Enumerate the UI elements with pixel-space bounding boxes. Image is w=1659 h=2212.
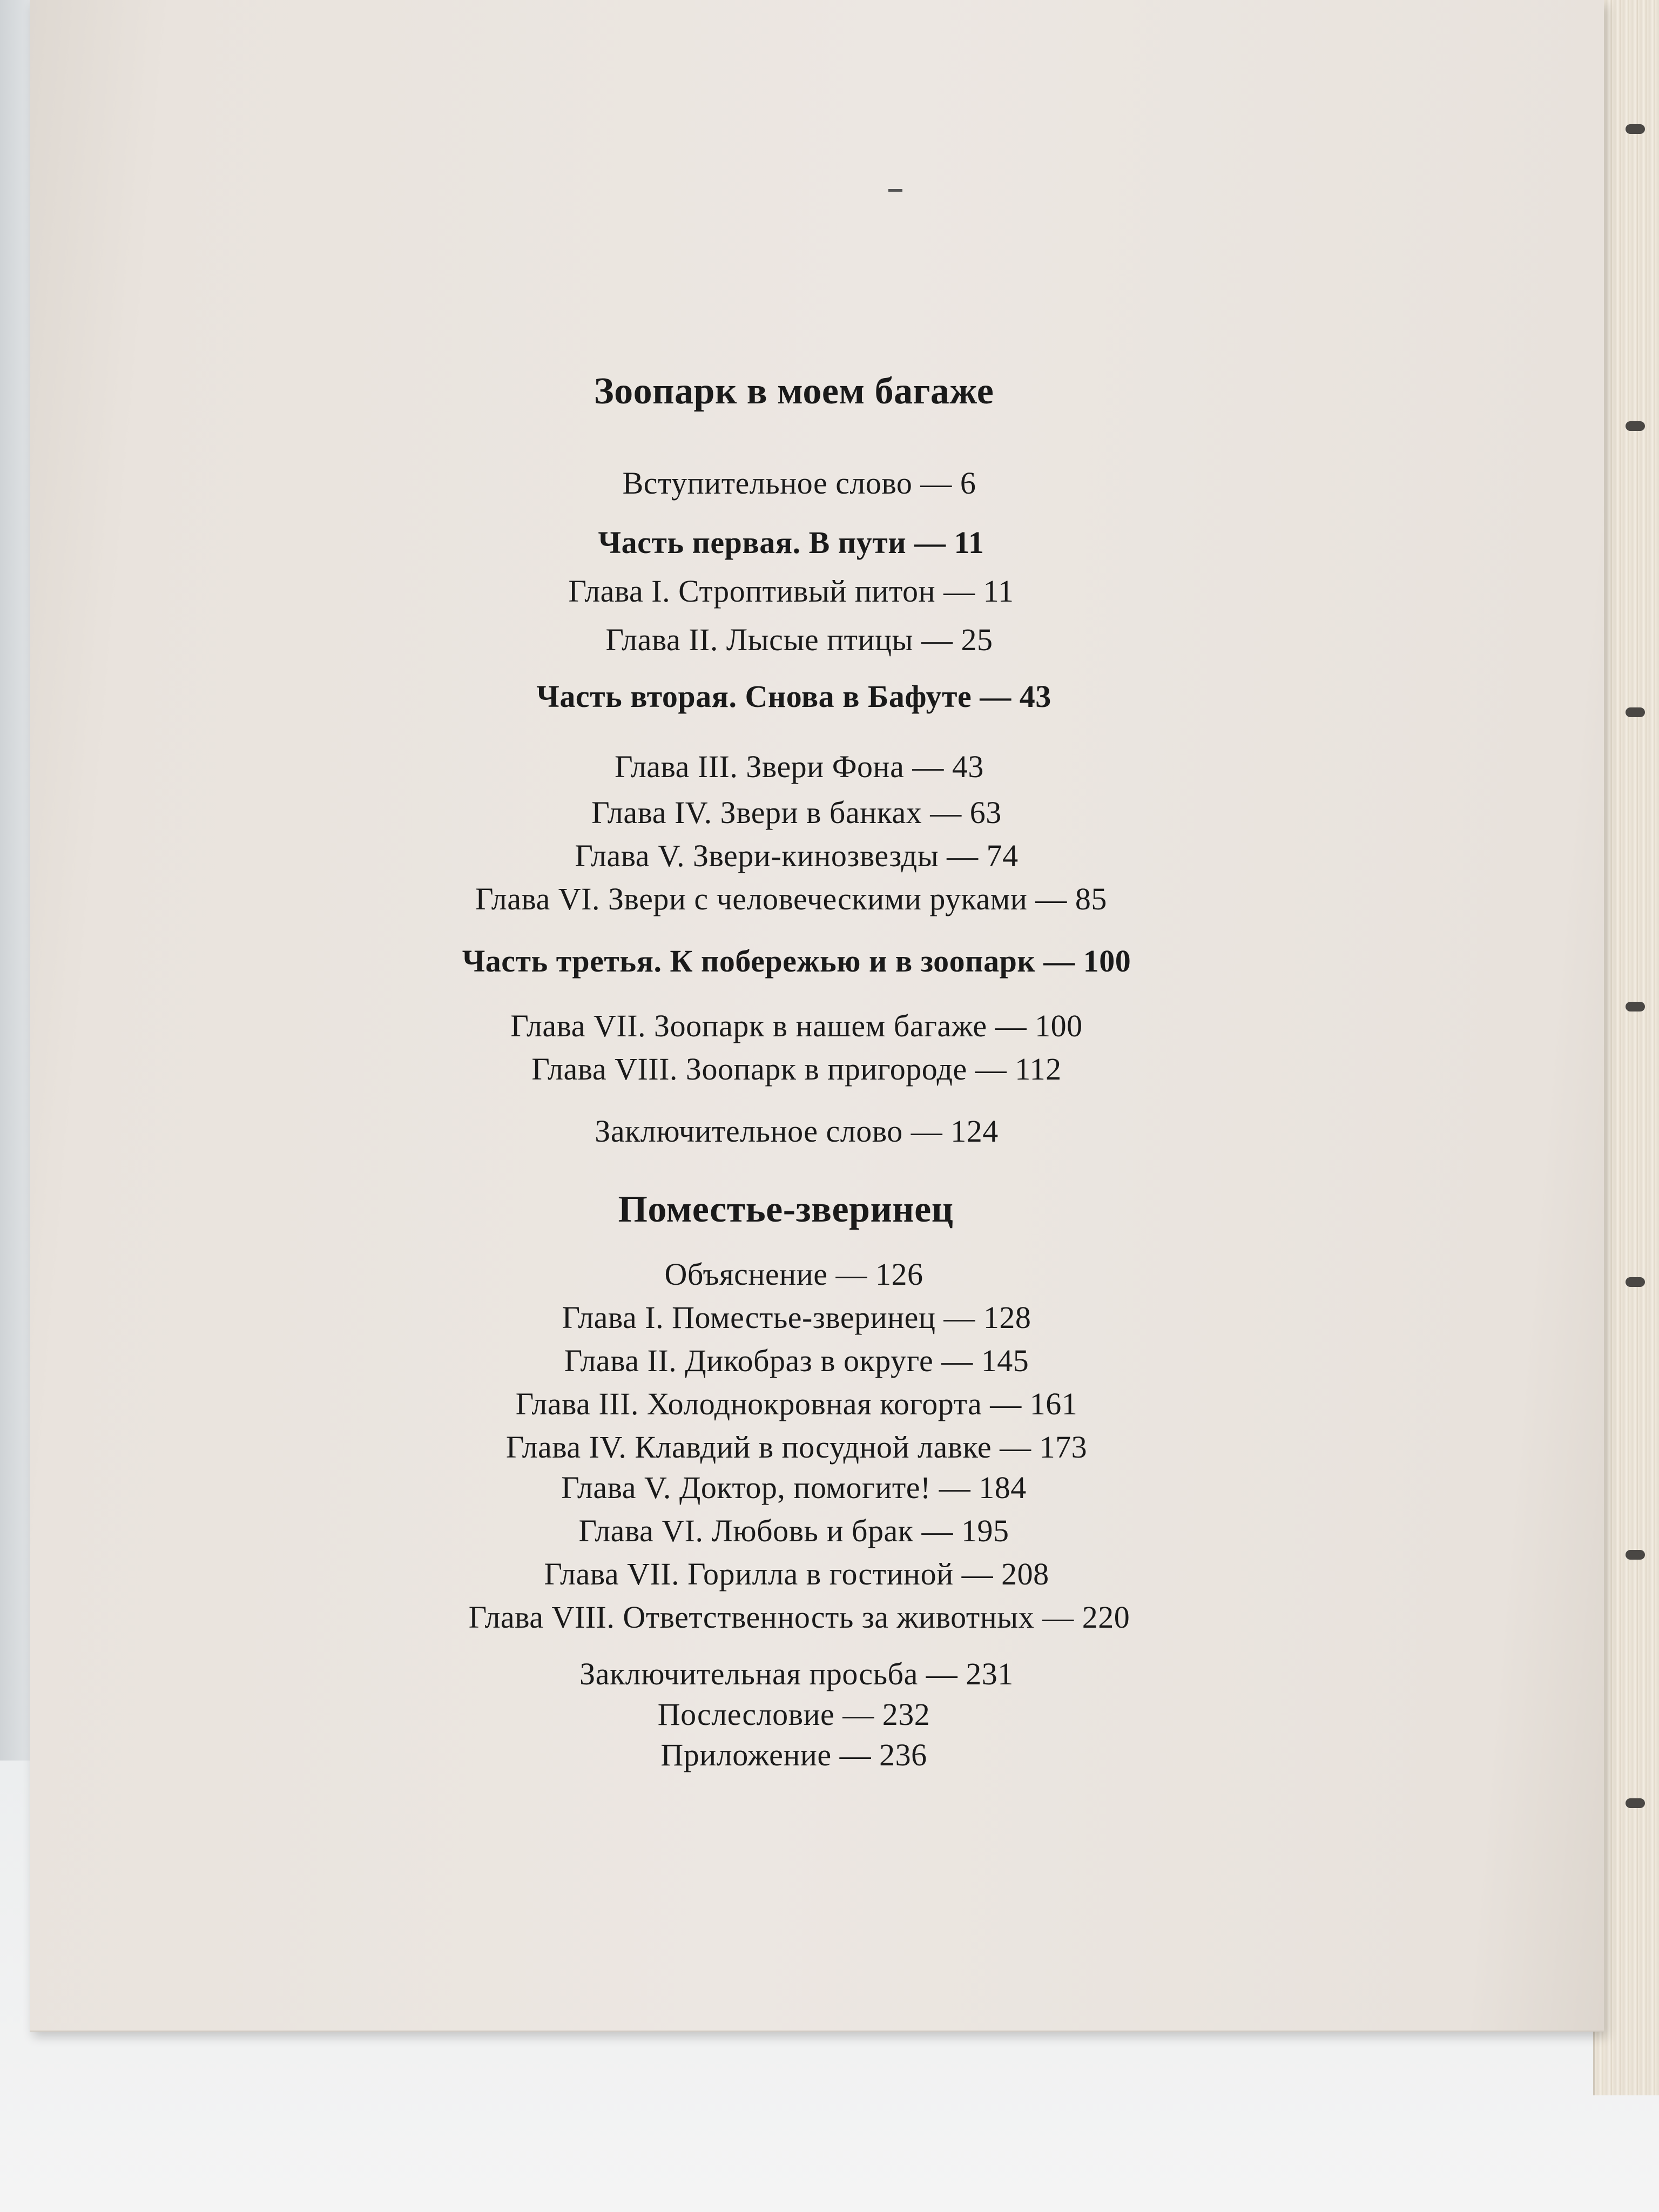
- toc-entry-text[interactable]: Глава VII. Горилла в гостиной — 208: [544, 1556, 1049, 1591]
- toc-entry-text[interactable]: Часть первая. В пути — 11: [598, 525, 984, 560]
- binding-stitch: [1626, 1277, 1645, 1287]
- binding-stitch: [1626, 1002, 1645, 1011]
- toc-entry-text[interactable]: Глава VI. Любовь и брак — 195: [578, 1513, 1009, 1548]
- book-page: [30, 0, 1604, 2032]
- toc-entry-text[interactable]: Часть третья. К побережью и в зоопарк — 100: [462, 943, 1131, 979]
- toc-entry-text[interactable]: Глава V. Звери-кинозвезды — 74: [575, 838, 1019, 873]
- toc-entry-text[interactable]: Глава VII. Зоопарк в нашем багаже — 100: [510, 1008, 1083, 1043]
- toc-entry-text[interactable]: Вступительное слово — 6: [622, 466, 976, 501]
- toc-entry-text[interactable]: Часть вторая. Снова в Бафуте — 43: [536, 679, 1051, 714]
- toc-entry-text[interactable]: Глава II. Лысые птицы — 25: [605, 622, 993, 657]
- binding-stitch: [1626, 1550, 1645, 1560]
- toc-entry-text[interactable]: Глава VIII. Зоопарк в пригороде — 112: [531, 1051, 1062, 1087]
- toc-entry-text[interactable]: Послесловие — 232: [657, 1697, 930, 1732]
- toc-entry-text[interactable]: Заключительная просьба — 231: [579, 1656, 1014, 1691]
- toc-entry-text[interactable]: Объяснение — 126: [664, 1257, 923, 1292]
- binding-stitch: [1626, 707, 1645, 717]
- toc-entry-text[interactable]: Глава IV. Клавдий в посудной лавке — 173: [505, 1429, 1088, 1465]
- toc-entry-text[interactable]: Глава III. Холоднокровная когорта — 161: [515, 1386, 1078, 1421]
- toc-entry-text[interactable]: Глава VI. Звери с человеческими руками — 85: [475, 881, 1107, 916]
- toc-entry-text[interactable]: Глава I. Поместье-зверинец — 128: [562, 1300, 1031, 1335]
- toc-entry-text[interactable]: Глава I. Строптивый питон — 11: [568, 574, 1014, 609]
- scene-left-edge: [0, 0, 32, 1771]
- section-title: Поместье-зверинец: [618, 1189, 954, 1230]
- binding-stitch: [1626, 1798, 1645, 1808]
- toc-entry-text[interactable]: Глава V. Доктор, помогите! — 184: [561, 1470, 1027, 1505]
- toc-entry-text[interactable]: Глава III. Звери Фона — 43: [615, 749, 984, 784]
- table-of-contents: [30, 0, 1604, 2031]
- toc-entry-text[interactable]: Глава II. Дикобраз в округе — 145: [564, 1343, 1029, 1378]
- toc-entry-text[interactable]: Заключительное слово — 124: [595, 1114, 999, 1149]
- binding-stitch: [1626, 421, 1645, 431]
- binding-stitch: [1626, 124, 1645, 134]
- toc-entry-text[interactable]: Приложение — 236: [660, 1737, 927, 1772]
- toc-entry-text[interactable]: Глава IV. Звери в банках — 63: [591, 795, 1002, 830]
- toc-entry-text[interactable]: Глава VIII. Ответственность за животных — 220: [468, 1600, 1130, 1635]
- section-title: Зоопарк в моем багаже: [594, 370, 994, 412]
